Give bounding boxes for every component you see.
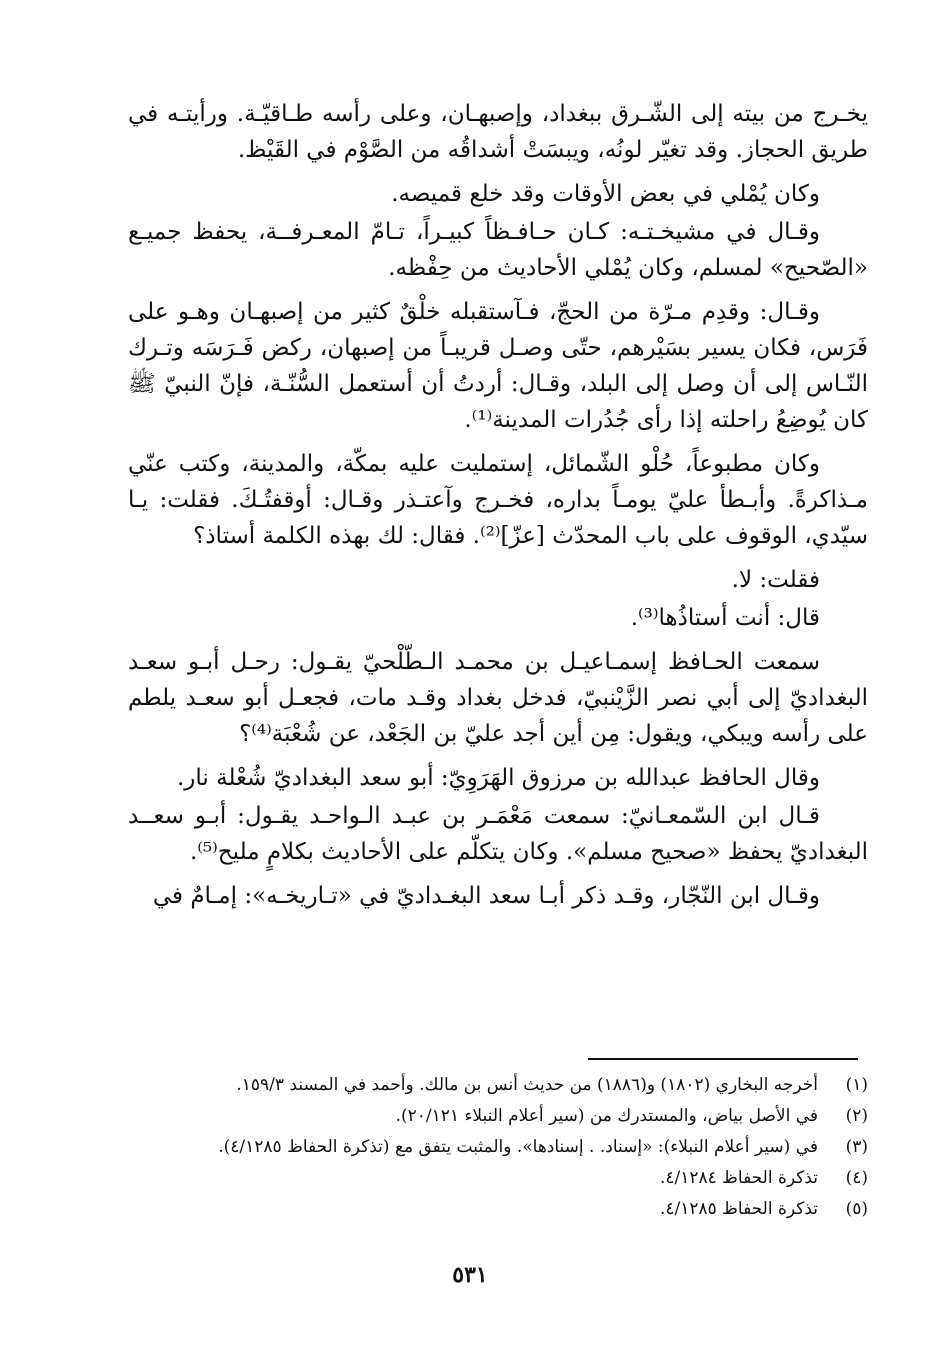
footnote-item (128, 1101, 868, 1132)
page-number: ٥٣١ (452, 1262, 488, 1288)
footnote-text: تذكرة الحفاظ ٤/١٢٨٤. (659, 1168, 818, 1188)
paragraph: يخـرج من بيته إلى الشّـرق ببغداد، وإصبهـان، وعلى رأسه طـاقيّـة. ورأيتـه في طريق الحجاز. وقد تغيّر لونُه، ويبسَتْ أشداقُه من الصَّوْم في القَيْظ. (128, 101, 868, 163)
footnote-text: تذكرة الحفاظ ٤/١٢٨٥. (659, 1199, 818, 1219)
footnote-number: (٥) (845, 1199, 868, 1219)
paragraph: وقـال: وقدِم مـرّة من الحجّ، فـآستقبله خلْقٌ كثير من إصبهـان وهـو على فَرَس، فكان يسير بسَيْرهم، حتّى وصـل قريبـاً من إصبهان، ركض فَـرَسَه وتـرك النّـاس إلى أن وصل إلى البلد، وقـال: أردتُ أن أستعمل السُّنّـة، فإنّ النبيّ ﷺ كان يُوضِعُ راحلته إذا رأى جُدُرات المدينة⁽¹⁾. (128, 299, 868, 433)
footnote-divider (588, 1058, 858, 1060)
footnote-text: أخرجه البخاري (١٨٠٢) و(١٨٨٦) من حديث أنس بن مالك. وأحمد في المسند ١٥٩/٣. (236, 1075, 818, 1095)
paragraph: قـال ابن السّمعـانيّ: سمعت مَعْمَـر بن عبـد الـواحـد يقـول: أبـو سعــد البغداديّ يحفظ «صحيح مسلم». وكان يتكلّم على الأحاديث بكلامٍ مليح⁽⁵⁾. (128, 803, 868, 865)
paragraph: وكان مطبوعاً، حُلْو الشّمائل، إستمليت عليه بمكّة، والمدينة، وكتب عنّي مـذاكرةً. وأبـطأ عليّ يومـاً بداره، فخـرج وآعتـذر وقـال: أوقفتُـكَ. فقلت: يـا سيّدي، الوقوف على باب المحدّث [عزّ]⁽²⁾. فقال: لك بهذه الكلمة أستاذ؟ (128, 451, 868, 549)
paragraph: قال: أنت أستاذُها⁽³⁾. (630, 605, 820, 631)
footnote-text: في (سير أعلام النبلاء): «إسناد. . إسنادها». والمثبت يتفق مع (تذكرة الحفاظ ٤/١٢٨٥). (218, 1137, 818, 1157)
footnote-item (128, 1163, 868, 1194)
paragraph: وقـال في مشيخـتـه: كـان حـافـظاً كبيـراً، تـامّ المعـرفــة، يحفظ جميـع «الصّحيح» لمسلم، وكان يُمْلي الأحاديث من حِفْظه. (128, 219, 868, 281)
paragraph: سمعت الحـافظ إسمـاعيـل بن محمـد الـطّلْحيّ يقـول: رحـل أبـو سعـد البغداديّ إلى أبي نصر الزَّيْنبيّ، فدخل بغداد وقـد مات، فجعـل أبو سعـد يلطم على رأسه ويبكي، ويقول: مِن أين أجد عليّ بن الجَعْد، عن شُعْبَة⁽⁴⁾؟ (128, 649, 868, 747)
footnote-item (128, 1070, 868, 1101)
footnote-text: في الأصل بياض، والمستدرك من (سير أعلام النبلاء ٢٠/١٢١). (395, 1106, 818, 1126)
footnote-number: (٣) (845, 1137, 868, 1157)
footnotes (128, 1070, 868, 1225)
footnote-number: (١) (845, 1075, 868, 1095)
footnote-item (128, 1132, 868, 1163)
footnote-number: (٢) (845, 1106, 868, 1126)
main-text (128, 96, 868, 922)
footnote-item (128, 1194, 868, 1225)
footnote-number: (٤) (845, 1168, 868, 1188)
paragraph: فقلت: لا. (731, 567, 820, 593)
paragraph: وقـال ابن النّجّار، وقـد ذكر أبـا سعد البغـداديّ في «تـاريخـه»: إمـامٌ في (152, 883, 820, 909)
paragraph: وكان يُمْلي في بعض الأوقات وقد خلع قميصه. (391, 181, 820, 207)
paragraph: وقال الحافظ عبدالله بن مرزوق الهَرَوِيّ: أبو سعد البغداديّ شُعْلة نار. (176, 765, 820, 791)
